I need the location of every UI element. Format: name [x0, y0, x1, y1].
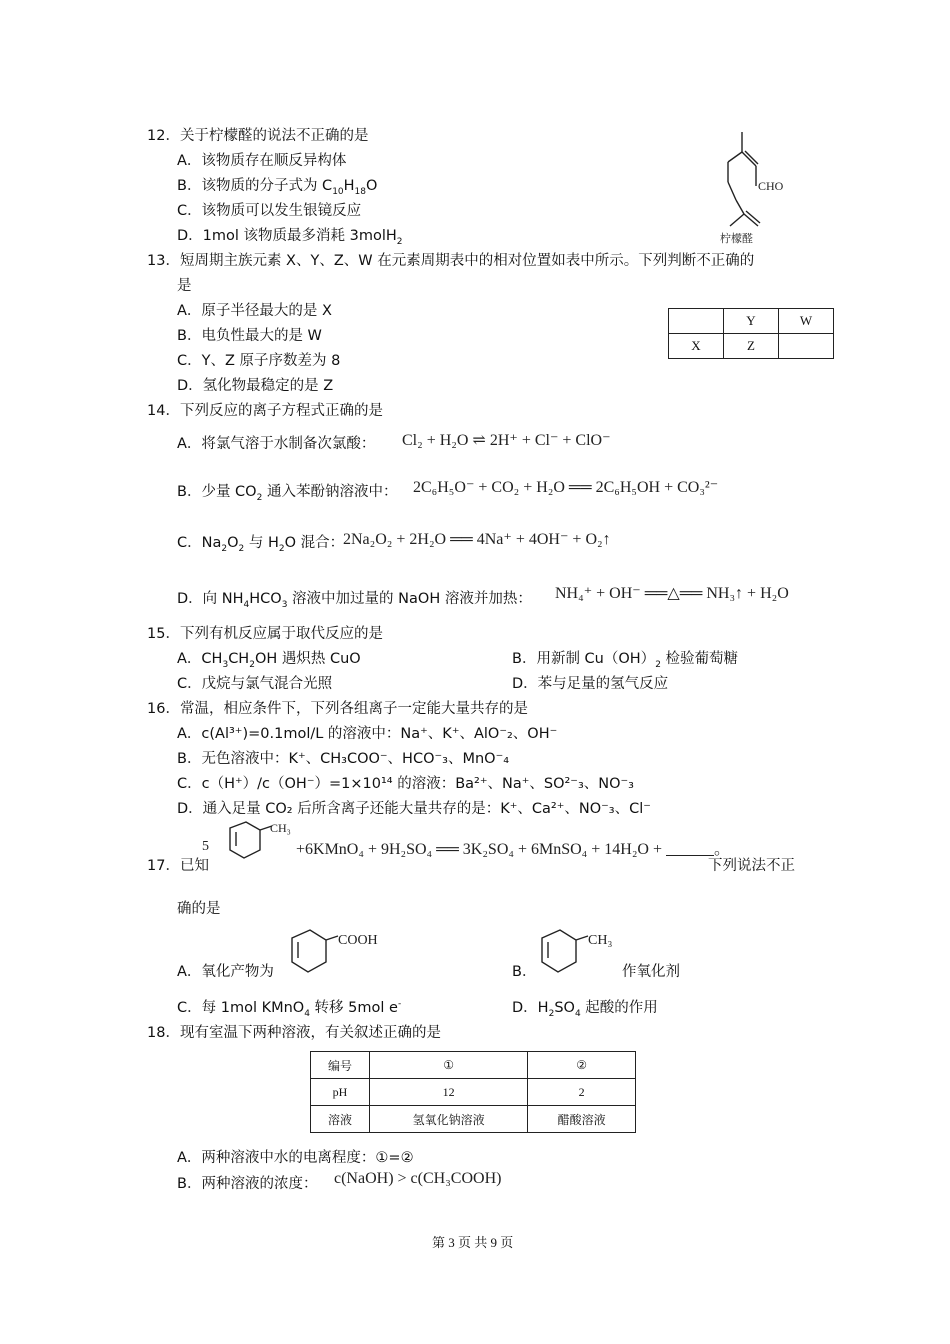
q14-option-b: B．少量 $CO_2$ 通入苯酚钠溶液中：: [177, 484, 398, 503]
q17-option-d: D．$H_2SO_4$ 起酸的作用: [512, 1000, 658, 1019]
q12-stem: 12．关于柠檬醛的说法不正确的是: [147, 128, 369, 144]
toluene-structure: [536, 922, 626, 984]
q17-option-c: C．每 1mol KMnO$_4$ 转移 5mol e-: [177, 999, 402, 1019]
q13-option-d: D．氢化物最稳定的是 Z: [177, 378, 334, 394]
q18-equation-b: c(NaOH) > c(CH₃COOH): [334, 1170, 502, 1187]
benzoic-acid-structure: [284, 922, 394, 984]
q17-ch3-label: CH₃: [270, 821, 291, 835]
q14-stem: 14．下列反应的离子方程式正确的是: [147, 403, 383, 419]
q13-stem-cont: 是: [177, 278, 192, 294]
q17-stem-cont: 确的是: [177, 901, 221, 917]
q16-option-a: A．c(Al³⁺)=0.1mol/L 的溶液中：Na⁺、K⁺、AlO⁻₂、OH⁻: [177, 726, 558, 742]
q17-option-b-tail: 作氧化剂: [622, 964, 680, 980]
q16-stem: 16．常温，相应条件下，下列各组离子一定能大量共存的是: [147, 701, 528, 717]
q12-option-a: A．该物质存在顺反异构体: [177, 153, 347, 169]
periodic-table-fragment: Y W X Z: [668, 308, 834, 359]
citral-structure: [708, 128, 798, 246]
q13-option-b: B．电负性最大的是 W: [177, 328, 322, 344]
q18-option-b: B．两种溶液的浓度：: [177, 1176, 318, 1192]
page-footer: 第 3 页 共 9 页: [432, 1235, 514, 1250]
q14-equation-c: 2Na₂O₂ + 2H₂O ══ 4Na⁺ + 4OH⁻ + O₂↑: [343, 531, 611, 548]
q14-equation-b: 2C₆H₅O⁻ + CO₂ + H₂O ══ 2C₆H₅OH + CO₃²⁻: [413, 479, 719, 496]
q17-stem-tail: 下列说法不正: [708, 858, 795, 874]
q14-equation-d: NH₄⁺ + OH⁻ ══△══ NH₃↑ + H₂O: [555, 585, 789, 602]
q17-stem: 17．已知: [147, 858, 209, 874]
q17-coef: 5: [202, 839, 209, 854]
q14-option-a: A．将氯气溶于水制备次氯酸：: [177, 436, 376, 452]
q15-option-c: C．戊烷与氯气混合光照: [177, 676, 333, 692]
q17-option-a: A．氧化产物为: [177, 964, 274, 980]
q14-option-c: C．$Na_2O_2$ 与 $H_2O$ 混合：: [177, 535, 345, 554]
q18-stem: 18．现有室温下两种溶液，有关叙述正确的是: [147, 1025, 441, 1041]
q13-option-a: A．原子半径最大的是 X: [177, 303, 332, 319]
struct-cho-label: CHO: [758, 179, 784, 193]
q14-equation-a: Cl₂ + H₂O ⇌ 2H⁺ + Cl⁻ + ClO⁻: [402, 432, 611, 449]
q15-option-a: A．$CH_3CH_2OH$ 遇炽热 CuO: [177, 651, 361, 670]
q13-stem: 13．短周期主族元素 X、Y、Z、W 在元素周期表中的相对位置如表中所示。下列判断不正确的: [147, 253, 755, 269]
q12-option-b: B．该物质的分子式为 $C_{10}H_{18}O$: [177, 178, 378, 197]
struct-name-label: 柠檬醛: [720, 232, 753, 245]
q15-stem: 15．下列有机反应属于取代反应的是: [147, 626, 383, 642]
q15-option-d: D．苯与足量的氢气反应: [512, 676, 669, 692]
cooh-label: COOH: [338, 933, 378, 948]
solution-table: 编号 ① ② pH 12 2 溶液 氢氧化钠溶液 醋酸溶液: [310, 1051, 636, 1133]
ch3-label: CH₃: [588, 933, 613, 948]
q17-blank: [666, 841, 714, 856]
q16-option-d: D．通入足量 CO₂ 后所含离子还能大量共存的是：K⁺、Ca²⁺、NO⁻₃、Cl⁻: [177, 801, 651, 817]
q17-toluene-structure: [200, 818, 300, 874]
q14-option-d: D．向 $NH_4HCO_3$ 溶液中加过量的 NaOH 溶液并加热：: [177, 591, 532, 610]
q16-option-b: B．无色溶液中：K⁺、CH₃COO⁻、HCO⁻₃、MnO⁻₄: [177, 751, 510, 767]
q18-option-a: A．两种溶液中水的电离程度：①=②: [177, 1150, 414, 1166]
q13-option-c: C．Y、Z 原子序数差为 8: [177, 353, 341, 369]
q15-option-b: B．用新制 $Cu(OH)_2$ 检验葡萄糖: [512, 651, 739, 670]
q12-option-c: C．该物质可以发生银镜反应: [177, 203, 362, 219]
q12-option-d: D．1mol 该物质最多消耗 3molH$_2$: [177, 228, 403, 247]
q17-option-b: B．: [512, 964, 537, 980]
q17-equation: +6KMnO₄ + 9H₂SO₄ ══ 3K₂SO₄ + 6MnSO₄ + 14H₂O + 。: [296, 841, 730, 858]
q16-option-c: C．c（H⁺）/c（OH⁻）=1×10¹⁴ 的溶液：Ba²⁺、Na⁺、SO²⁻₃、NO⁻₃: [177, 776, 634, 792]
